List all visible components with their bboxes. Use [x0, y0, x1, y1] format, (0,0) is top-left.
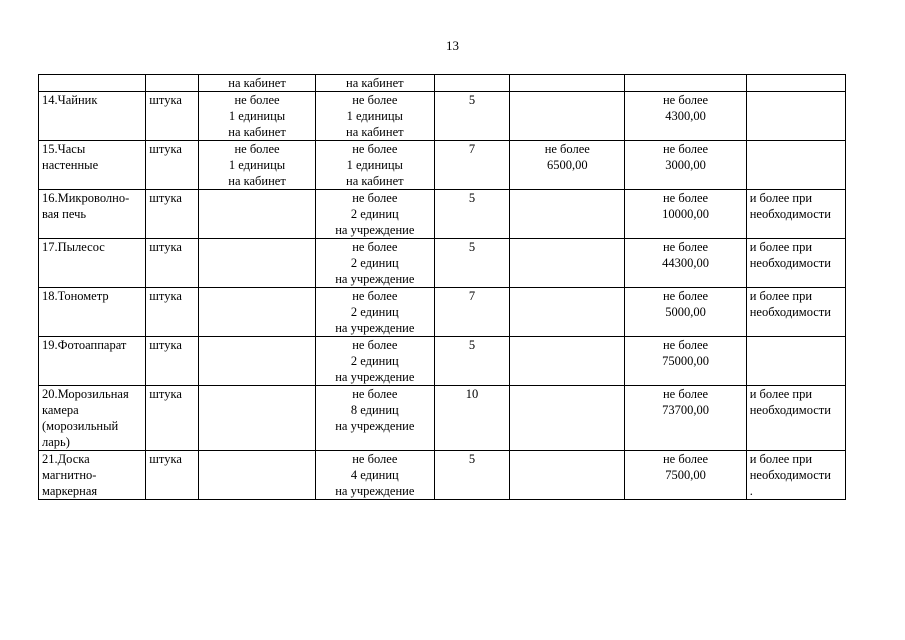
table-row	[39, 288, 846, 337]
item-name-cell: 17.Пылесос	[39, 239, 146, 288]
norm-per-institution-cell: не более 1 единицы на кабинет	[315, 92, 434, 141]
service-term-cell: 5	[434, 92, 509, 141]
norm-per-institution-cell: не более 2 единиц на учреждение	[315, 288, 434, 337]
table-row	[39, 141, 846, 190]
service-term-cell: 5	[434, 190, 509, 239]
service-term-cell: 10	[434, 386, 509, 451]
note-cell: и более при необходимости	[746, 386, 845, 451]
norm-per-office-cell: на кабинет	[199, 75, 315, 92]
price-cell-a	[510, 75, 625, 92]
price-cell-b: не более 10000,00	[625, 190, 746, 239]
price-cell-a	[510, 451, 625, 500]
price-cell-b: не более 4300,00	[625, 92, 746, 141]
norm-per-institution-cell: не более 2 единиц на учреждение	[315, 190, 434, 239]
unit-cell: штука	[146, 337, 199, 386]
item-name-cell	[39, 75, 146, 92]
item-name-cell: 14.Чайник	[39, 92, 146, 141]
price-cell-b	[625, 75, 746, 92]
price-cell-b: не более 3000,00	[625, 141, 746, 190]
unit-cell	[146, 75, 199, 92]
table-row	[39, 337, 846, 386]
norm-per-institution-cell: не более 4 единиц на учреждение	[315, 451, 434, 500]
price-cell-b: не более 73700,00	[625, 386, 746, 451]
price-cell-b: не более 5000,00	[625, 288, 746, 337]
note-cell: и более при необходимости	[746, 190, 845, 239]
service-term-cell: 5	[434, 451, 509, 500]
item-name-cell: 19.Фотоаппарат	[39, 337, 146, 386]
page-number: 13	[446, 38, 459, 53]
note-cell	[746, 92, 845, 141]
service-term-cell: 5	[434, 337, 509, 386]
norm-per-institution-cell: не более 2 единиц на учреждение	[315, 337, 434, 386]
norm-per-office-cell: не более 1 единицы на кабинет	[199, 92, 315, 141]
note-cell: и более при необходимости .	[746, 451, 845, 500]
table-row	[39, 239, 846, 288]
service-term-cell: 5	[434, 239, 509, 288]
norm-per-office-cell	[199, 190, 315, 239]
price-cell-a	[510, 190, 625, 239]
price-cell-a	[510, 239, 625, 288]
item-name-cell: 15.Часы настенные	[39, 141, 146, 190]
note-cell: и более при необходимости	[746, 239, 845, 288]
note-cell	[746, 337, 845, 386]
table-row	[39, 75, 846, 92]
norm-per-office-cell	[199, 239, 315, 288]
norm-per-institution-cell: не более 1 единицы на кабинет	[315, 141, 434, 190]
note-cell	[746, 141, 845, 190]
table-body	[39, 75, 846, 500]
price-cell-a	[510, 92, 625, 141]
price-cell-a	[510, 288, 625, 337]
item-name-cell: 18.Тонометр	[39, 288, 146, 337]
price-cell-b: не более 75000,00	[625, 337, 746, 386]
table-row	[39, 92, 846, 141]
service-term-cell	[434, 75, 509, 92]
norm-per-institution-cell: не более 2 единиц на учреждение	[315, 239, 434, 288]
norm-per-office-cell	[199, 386, 315, 451]
norm-per-institution-cell: на кабинет	[315, 75, 434, 92]
unit-cell: штука	[146, 386, 199, 451]
norm-per-office-cell: не более 1 единицы на кабинет	[199, 141, 315, 190]
service-term-cell: 7	[434, 288, 509, 337]
norm-per-office-cell	[199, 337, 315, 386]
price-cell-b: не более 7500,00	[625, 451, 746, 500]
item-name-cell: 21.Доска магнитно- маркерная	[39, 451, 146, 500]
norm-per-office-cell	[199, 288, 315, 337]
unit-cell: штука	[146, 451, 199, 500]
equipment-norms-table	[38, 74, 846, 500]
table-row	[39, 190, 846, 239]
item-name-cell: 20.Морозильная камера (морозильный ларь)	[39, 386, 146, 451]
note-cell: и более при необходимости	[746, 288, 845, 337]
unit-cell: штука	[146, 141, 199, 190]
price-cell-a	[510, 386, 625, 451]
price-cell-b: не более 44300,00	[625, 239, 746, 288]
item-name-cell: 16.Микроволно- вая печь	[39, 190, 146, 239]
unit-cell: штука	[146, 288, 199, 337]
norm-per-office-cell	[199, 451, 315, 500]
service-term-cell: 7	[434, 141, 509, 190]
table-row	[39, 451, 846, 500]
price-cell-a	[510, 337, 625, 386]
norm-per-institution-cell: не более 8 единиц на учреждение	[315, 386, 434, 451]
unit-cell: штука	[146, 92, 199, 141]
note-cell	[746, 75, 845, 92]
table-row	[39, 386, 846, 451]
price-cell-a: не более 6500,00	[510, 141, 625, 190]
unit-cell: штука	[146, 190, 199, 239]
unit-cell: штука	[146, 239, 199, 288]
